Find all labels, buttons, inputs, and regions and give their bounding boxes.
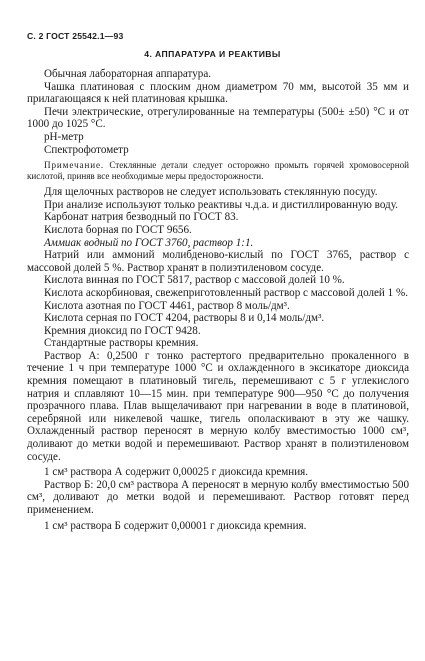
paragraph-furnaces: Печи электрические, отрегулированные на температуры (500± ±50) °С и от 1000 до 1025 °С. xyxy=(27,105,409,131)
note xyxy=(27,160,409,182)
paragraph-platinum-dish: Чашка платиновая с плоским дном диаметром 70 мм, высотой 35 мм и прилагающаяся к ней платиновая крышка. xyxy=(27,80,409,106)
paragraph-ascorbic-acid: Кислота аскорбиновая, свежеприготовленный раствор с массовой долей 1 %. xyxy=(44,286,408,299)
section-body xyxy=(27,68,409,532)
paragraph-ammonia: Аммиак водный по ГОСТ 3760, раствор 1:1. xyxy=(44,236,254,249)
paragraph-solution-b-content: 1 см³ раствора Б содержит 0,00001 г диоксида кремния. xyxy=(44,519,307,532)
page-header: С. 2 ГОСТ 25542.1—93 xyxy=(27,31,124,41)
paragraph-standard-solutions: Стандартные растворы кремния. xyxy=(44,337,199,350)
paragraph-molybdate: Натрий или аммоний молибденово-кислый по ГОСТ 3765, раствор с массовой долей 5 %. Раствор хранят в полиэтиленовом сосуде. xyxy=(27,249,409,274)
note-label: Примечание. xyxy=(44,160,105,171)
paragraph-tartaric-acid: Кислота винная по ГОСТ 5817, раствор с массовой долей 10 %. xyxy=(44,274,345,287)
paragraph-sulfuric-acid: Кислота серная по ГОСТ 4204, растворы 8 и 0,14 моль/дм³. xyxy=(44,312,325,325)
paragraph-sodium-carbonate: Карбонат натрия безводный по ГОСТ 83. xyxy=(44,211,239,224)
paragraph-reagents-quality: При анализе используют только реактивы ч.д.а. и дистиллированную воду. xyxy=(44,198,398,211)
section-title: 4. АППАРАТУРА И РЕАКТИВЫ xyxy=(144,49,281,59)
paragraph-alkaline-solutions: Для щелочных растворов не следует использовать стеклянную посуду. xyxy=(44,186,378,199)
paragraph-apparatus: Обычная лабораторная аппаратура. xyxy=(44,68,212,80)
paragraph-silicon-dioxide: Кремния диоксид по ГОСТ 9428. xyxy=(44,324,201,337)
paragraph-spectrophotometer: Спектрофотометр xyxy=(44,143,129,156)
note-text: Стеклянные детали следует осторожно промыть горячей хромовосерной кислотой, приняв все необходимые меры предосторожности. xyxy=(27,160,409,182)
paragraph-ph-meter: рН-метр xyxy=(44,130,84,143)
paragraph-nitric-acid: Кислота азотная по ГОСТ 4461, раствор 8 моль/дм³. xyxy=(44,299,290,312)
paragraph-solution-a-content: 1 см³ раствора А содержит 0,00025 г диоксида кремния. xyxy=(44,466,309,479)
paragraph-boric-acid: Кислота борная по ГОСТ 9656. xyxy=(44,223,192,236)
paragraph-solution-a: Раствор А: 0,2500 г тонко растертого предварительно прокаленного в течение 1 ч при температуре 1000 °С и охлажденного в эксикаторе диоксида кремния помещают в платиновый тигель, перемешивают с 5 г углекислого натрия и сплавляют 10—15 мин. при температуре 900—950 °С до получения прозрачного плава. Плав выщелачивают при нагревании в воде в платиновой, серебряной или никелевой чашке, тигель ополаскивают в эту же чашку. Охлажденный раствор переносят в мерную колбу вместимостью 1000 см³, доливают до метки водой и перемешивают. Раствор хранят в полиэтиленовом сосуде. xyxy=(27,349,409,463)
paragraph-solution-b: Раствор Б: 20,0 см³ раствора А переносят в мерную колбу вместимостью 500 см³, доливают до метки водой и перемешивают. Раствор готовят перед применением. xyxy=(27,478,409,516)
